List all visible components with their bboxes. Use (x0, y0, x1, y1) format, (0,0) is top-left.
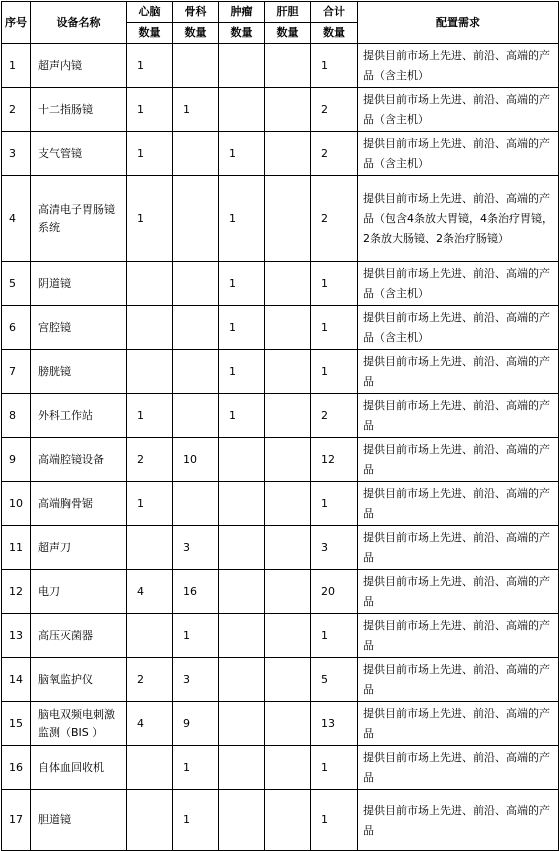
header-dept-cardio: 心脑 (127, 2, 173, 23)
header-qty: 数量 (127, 23, 173, 44)
cell-requirement: 提供目前市场上先进、前沿、高端的产品 (358, 702, 559, 746)
table-row (2, 570, 559, 614)
cell-qty-cardio (127, 306, 173, 350)
cell-requirement: 提供目前市场上先进、前沿、高端的产品 (358, 438, 559, 482)
table-row (2, 44, 559, 88)
cell-requirement: 提供目前市场上先进、前沿、高端的产品（含主机） (358, 306, 559, 350)
cell-qty-cardio: 1 (127, 88, 173, 132)
cell-device-name: 超声内镜 (31, 44, 127, 88)
table-row (2, 438, 559, 482)
cell-serial-number: 13 (2, 614, 31, 658)
cell-qty-hepatobiliary (265, 658, 311, 702)
cell-qty-hepatobiliary (265, 262, 311, 306)
cell-device-name: 支气管镜 (31, 132, 127, 176)
cell-qty-total: 2 (311, 394, 358, 438)
cell-qty-hepatobiliary (265, 394, 311, 438)
table-row (2, 482, 559, 526)
cell-serial-number: 2 (2, 88, 31, 132)
table-row (2, 394, 559, 438)
cell-serial-number: 12 (2, 570, 31, 614)
cell-serial-number: 11 (2, 526, 31, 570)
cell-qty-ortho (173, 132, 219, 176)
cell-qty-oncology: 1 (219, 262, 265, 306)
table-row (2, 658, 559, 702)
cell-qty-cardio (127, 790, 173, 851)
cell-qty-hepatobiliary (265, 570, 311, 614)
cell-qty-hepatobiliary (265, 790, 311, 851)
cell-device-name: 宫腔镜 (31, 306, 127, 350)
cell-qty-ortho (173, 44, 219, 88)
table-row (2, 350, 559, 394)
cell-device-name: 高压灭菌器 (31, 614, 127, 658)
cell-requirement: 提供目前市场上先进、前沿、高端的产品 (358, 350, 559, 394)
cell-qty-hepatobiliary (265, 746, 311, 790)
cell-requirement: 提供目前市场上先进、前沿、高端的产品（含主机） (358, 132, 559, 176)
cell-qty-hepatobiliary (265, 438, 311, 482)
cell-qty-total: 20 (311, 570, 358, 614)
cell-qty-oncology: 1 (219, 306, 265, 350)
cell-device-name: 高清电子胃肠镜系统 (31, 176, 127, 262)
cell-qty-oncology (219, 790, 265, 851)
cell-serial-number: 17 (2, 790, 31, 851)
cell-device-name: 高端胸骨锯 (31, 482, 127, 526)
cell-qty-total: 1 (311, 790, 358, 851)
header-row-top (2, 2, 559, 23)
cell-qty-total: 12 (311, 438, 358, 482)
cell-qty-total: 2 (311, 88, 358, 132)
cell-qty-cardio (127, 350, 173, 394)
cell-requirement: 提供目前市场上先进、前沿、高端的产品（含主机） (358, 44, 559, 88)
table-row (2, 306, 559, 350)
table-row (2, 88, 559, 132)
cell-device-name: 脑氧监护仪 (31, 658, 127, 702)
cell-qty-ortho: 3 (173, 526, 219, 570)
cell-requirement: 提供目前市场上先进、前沿、高端的产品（含主机） (358, 88, 559, 132)
cell-qty-oncology (219, 702, 265, 746)
cell-requirement: 提供目前市场上先进、前沿、高端的产品 (358, 614, 559, 658)
cell-device-name: 脑电双频电刺激监测（BIS ） (31, 702, 127, 746)
cell-requirement: 提供目前市场上先进、前沿、高端的产品 (358, 746, 559, 790)
cell-qty-ortho: 1 (173, 88, 219, 132)
header-total: 合计 (311, 2, 358, 23)
cell-qty-ortho (173, 394, 219, 438)
cell-qty-ortho: 3 (173, 658, 219, 702)
cell-serial-number: 6 (2, 306, 31, 350)
cell-qty-ortho: 9 (173, 702, 219, 746)
cell-device-name: 高端腔镜设备 (31, 438, 127, 482)
cell-serial-number: 3 (2, 132, 31, 176)
cell-qty-total: 1 (311, 306, 358, 350)
cell-qty-oncology (219, 746, 265, 790)
cell-qty-cardio: 2 (127, 658, 173, 702)
cell-qty-cardio (127, 614, 173, 658)
cell-device-name: 外科工作站 (31, 394, 127, 438)
cell-qty-hepatobiliary (265, 44, 311, 88)
table-row (2, 176, 559, 262)
cell-qty-oncology: 1 (219, 176, 265, 262)
cell-requirement: 提供目前市场上先进、前沿、高端的产品（含主机） (358, 262, 559, 306)
cell-qty-oncology (219, 88, 265, 132)
cell-qty-oncology: 1 (219, 350, 265, 394)
cell-serial-number: 8 (2, 394, 31, 438)
cell-qty-cardio: 1 (127, 394, 173, 438)
cell-qty-cardio (127, 746, 173, 790)
cell-qty-hepatobiliary (265, 132, 311, 176)
cell-qty-total: 13 (311, 702, 358, 746)
cell-qty-cardio: 1 (127, 176, 173, 262)
cell-qty-oncology (219, 482, 265, 526)
cell-qty-oncology: 1 (219, 132, 265, 176)
cell-qty-ortho (173, 350, 219, 394)
cell-qty-cardio (127, 526, 173, 570)
cell-device-name: 十二指肠镜 (31, 88, 127, 132)
cell-qty-ortho (173, 176, 219, 262)
cell-requirement: 提供目前市场上先进、前沿、高端的产品 (358, 570, 559, 614)
cell-qty-hepatobiliary (265, 350, 311, 394)
table-row (2, 746, 559, 790)
cell-serial-number: 9 (2, 438, 31, 482)
cell-qty-ortho (173, 306, 219, 350)
cell-qty-total: 2 (311, 132, 358, 176)
cell-qty-hepatobiliary (265, 526, 311, 570)
cell-qty-ortho: 1 (173, 790, 219, 851)
cell-serial-number: 15 (2, 702, 31, 746)
cell-serial-number: 16 (2, 746, 31, 790)
cell-serial-number: 14 (2, 658, 31, 702)
cell-qty-cardio (127, 262, 173, 306)
cell-requirement: 提供目前市场上先进、前沿、高端的产品 (358, 658, 559, 702)
cell-qty-total: 1 (311, 614, 358, 658)
cell-serial-number: 1 (2, 44, 31, 88)
cell-qty-oncology (219, 658, 265, 702)
table-row (2, 790, 559, 851)
cell-qty-cardio: 2 (127, 438, 173, 482)
cell-qty-ortho: 1 (173, 614, 219, 658)
cell-device-name: 自体血回收机 (31, 746, 127, 790)
table-row (2, 702, 559, 746)
cell-qty-hepatobiliary (265, 482, 311, 526)
cell-qty-oncology: 1 (219, 394, 265, 438)
cell-device-name: 电刀 (31, 570, 127, 614)
equipment-table (1, 1, 559, 851)
cell-qty-total: 1 (311, 44, 358, 88)
cell-qty-cardio: 4 (127, 570, 173, 614)
cell-qty-cardio: 4 (127, 702, 173, 746)
cell-qty-hepatobiliary (265, 614, 311, 658)
cell-qty-hepatobiliary (265, 306, 311, 350)
header-serial-number: 序号 (2, 2, 31, 44)
cell-requirement: 提供目前市场上先进、前沿、高端的产品 (358, 482, 559, 526)
cell-qty-total: 1 (311, 746, 358, 790)
cell-device-name: 超声刀 (31, 526, 127, 570)
cell-qty-ortho (173, 482, 219, 526)
cell-device-name: 胆道镜 (31, 790, 127, 851)
header-device-name: 设备名称 (31, 2, 127, 44)
cell-qty-cardio: 1 (127, 44, 173, 88)
cell-serial-number: 4 (2, 176, 31, 262)
cell-qty-total: 2 (311, 176, 358, 262)
cell-serial-number: 7 (2, 350, 31, 394)
cell-device-name: 膀胱镜 (31, 350, 127, 394)
cell-qty-hepatobiliary (265, 176, 311, 262)
header-requirement: 配置需求 (358, 2, 559, 44)
header-dept-hepatobiliary: 肝胆 (265, 2, 311, 23)
table-row (2, 614, 559, 658)
cell-qty-oncology (219, 614, 265, 658)
cell-qty-hepatobiliary (265, 88, 311, 132)
cell-qty-total: 5 (311, 658, 358, 702)
cell-qty-total: 1 (311, 350, 358, 394)
cell-qty-total: 3 (311, 526, 358, 570)
cell-qty-total: 1 (311, 482, 358, 526)
cell-qty-cardio: 1 (127, 482, 173, 526)
cell-serial-number: 5 (2, 262, 31, 306)
cell-qty-oncology (219, 438, 265, 482)
cell-device-name: 阴道镜 (31, 262, 127, 306)
cell-qty-ortho: 10 (173, 438, 219, 482)
header-dept-ortho: 骨科 (173, 2, 219, 23)
header-qty: 数量 (265, 23, 311, 44)
cell-qty-ortho: 16 (173, 570, 219, 614)
cell-qty-total: 1 (311, 262, 358, 306)
cell-qty-oncology (219, 526, 265, 570)
cell-qty-oncology (219, 570, 265, 614)
cell-serial-number: 10 (2, 482, 31, 526)
table-row (2, 262, 559, 306)
cell-requirement: 提供目前市场上先进、前沿、高端的产品（包含4条放大胃镜，4条治疗胃镜，2条放大肠镜、2条治疗肠镜） (358, 176, 559, 262)
cell-requirement: 提供目前市场上先进、前沿、高端的产品 (358, 394, 559, 438)
cell-qty-cardio: 1 (127, 132, 173, 176)
cell-qty-ortho (173, 262, 219, 306)
table-row (2, 132, 559, 176)
cell-qty-oncology (219, 44, 265, 88)
table-row (2, 526, 559, 570)
table-body (2, 44, 559, 851)
cell-requirement: 提供目前市场上先进、前沿、高端的产品 (358, 526, 559, 570)
header-qty: 数量 (173, 23, 219, 44)
header-qty: 数量 (219, 23, 265, 44)
cell-requirement: 提供目前市场上先进、前沿、高端的产品 (358, 790, 559, 851)
header-qty: 数量 (311, 23, 358, 44)
header-dept-oncology: 肿瘤 (219, 2, 265, 23)
cell-qty-hepatobiliary (265, 702, 311, 746)
cell-qty-ortho: 1 (173, 746, 219, 790)
